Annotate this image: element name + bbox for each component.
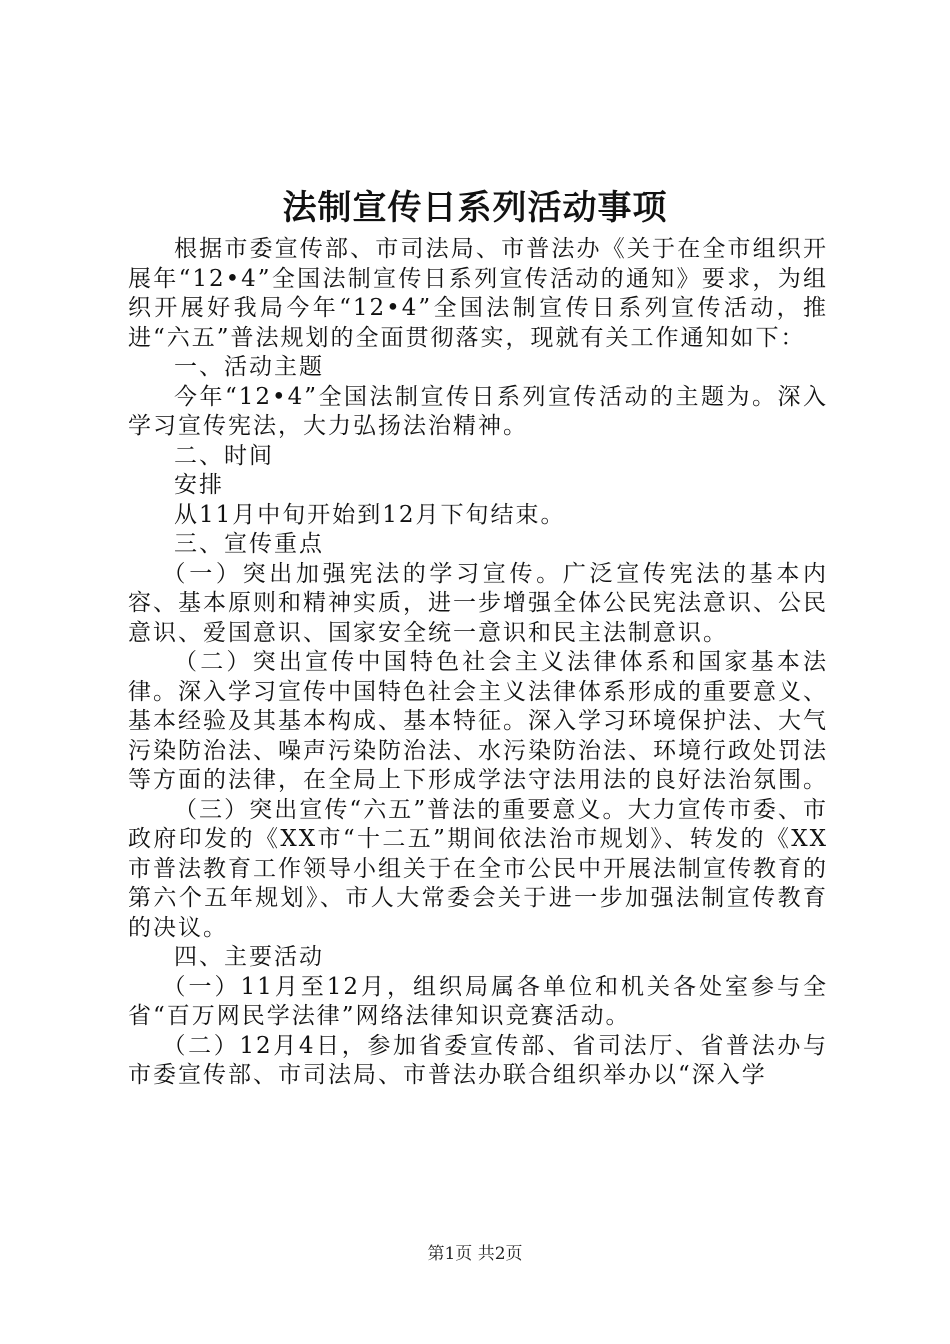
focus-item-2: （二）突出宣传中国特色社会主义法律体系和国家基本法律。深入学习宣传中国特色社会主义法律体系形成的重要意义、基本经验及其基本构成、基本特征。深入学习环境保护法、大气污染防治法、噪声污染防治法、水污染防治法、环境行政处罚法等方面的法律，在全局上下形成学法守法用法的良好法治氛围。 (128, 649, 828, 793)
focus-item-3: （三）突出宣传“六五”普法的重要意义。大力宣传市委、市政府印发的《XX市“十二五”期间依法治市规划》、转发的《XX市普法教育工作领导小组关于在全市公民中开展法制宣传教育的第六个五年规划》、市人大常委会关于进一步加强法制宣传教育的决议。 (128, 796, 828, 941)
activity-item-1: （一）11月至12月，组织局属各单位和机关各处室参与全省“百万网民学法律”网络法律知识竞赛活动。 (128, 973, 828, 1029)
section-heading-focus: 三、宣传重点 (174, 531, 324, 557)
theme-paragraph: 今年“12•4”全国法制宣传日系列宣传活动的主题为。深入学习宣传宪法，大力弘扬法治精神。 (128, 383, 828, 439)
section-heading-time: 二、时间 (174, 442, 274, 469)
time-paragraph: 从11月中旬开始到12月下旬结束。 (174, 501, 566, 528)
document-body (128, 235, 828, 1091)
page-footer: 第1页 共2页 (427, 1244, 523, 1264)
section-heading-theme: 一、活动主题 (174, 354, 324, 380)
time-subheading: 安排 (174, 472, 224, 498)
document-title: 法制宣传日系列活动事项 (282, 188, 668, 228)
section-heading-activities: 四、主要活动 (174, 944, 324, 970)
focus-item-1: （一）突出加强宪法的学习宣传。广泛宣传宪法的基本内容、基本原则和精神实质，进一步增强全体公民宪法意识、公民意识、爱国意识、国家安全统一意识和民主法制意识。 (128, 560, 828, 646)
activity-item-2: （二）12月4日，参加省委宣传部、省司法厅、省普法办与市委宣传部、市司法局、市普法办联合组织举办以“深入学 (128, 1032, 828, 1088)
intro-paragraph: 根据市委宣传部、市司法局、市普法办《关于在全市组织开展年“12•4”全国法制宣传日系列宣传活动的通知》要求，为组织开展好我局今年“12•4”全国法制宣传日系列宣传活动，推进“六五”普法规划的全面贯彻落实，现就有关工作通知如下： (128, 236, 828, 351)
